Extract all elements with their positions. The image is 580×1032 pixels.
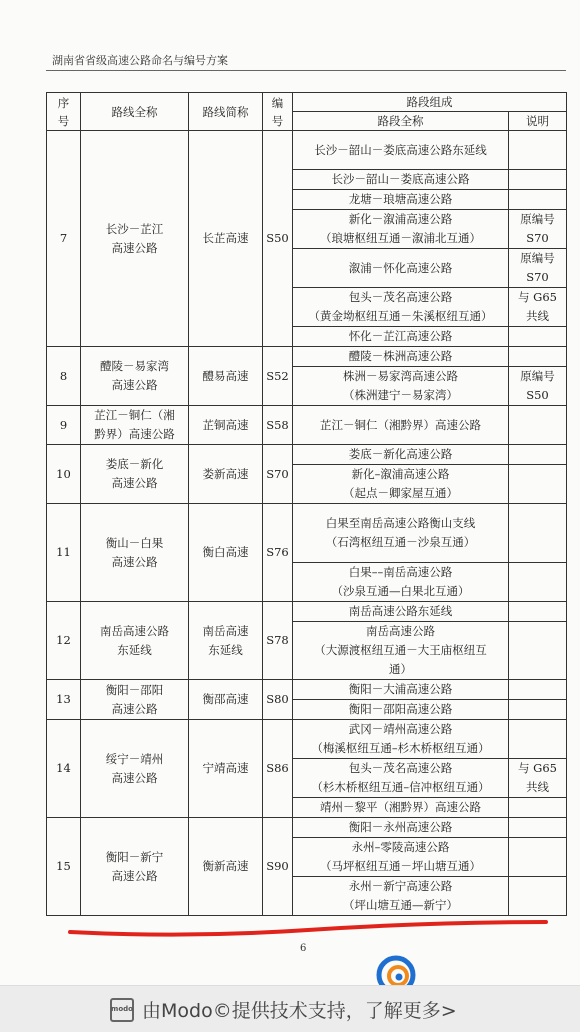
table-row: 7 长沙－芷江 高速公路 长芷高速 S50 长沙－韶山－娄底高速公路东延线 [47,131,567,170]
document-header: 湖南省省级高速公路命名与编号方案 [52,54,228,67]
header-seq: 序 号 [47,93,81,131]
red-annotation-stroke [68,918,548,938]
table-row: 13 衡阳－邵阳 高速公路 衡邵高速 S80 衡阳－大浦高速公路 [47,680,567,700]
header-number: 编 号 [263,93,293,131]
modo-badge-icon: modo [110,998,134,1022]
header-short-name: 路线简称 [189,93,263,131]
table-row: 14 绥宁－靖州 高速公路 宁靖高速 S86 武冈－靖州高速公路 （梅溪枢纽互通–杉木桥枢纽互通） [47,720,567,759]
table-row: 15 衡阳－新宁 高速公路 衡新高速 S90 衡阳－永州高速公路 [47,818,567,838]
table-row: 11 衡山－白果 高速公路 衡白高速 S76 白果至南岳高速公路衡山支线 （石湾枢纽互通－沙泉互通） [47,504,567,563]
modo-footer-bar[interactable] [0,985,580,1032]
table-row: 12 南岳高速公路 东延线 南岳高速 东延线 S78 南岳高速公路东延线 [47,602,567,622]
header-divider [46,70,566,71]
header-composition: 路段组成 [293,93,567,112]
header-segment-name: 路段全称 [293,112,509,131]
header-note: 说明 [509,112,567,131]
table-row: 10 娄底－新化 高速公路 娄新高速 S70 娄底－新化高速公路 [47,445,567,465]
table-row: 9 芷江－铜仁（湘 黔界）高速公路 芷铜高速 S58 芷江－铜仁（湘黔界）高速公路 [47,406,567,445]
page-number: 6 [300,943,307,954]
table-row: 8 醴陵－易家湾 高速公路 醴易高速 S52 醴陵－株洲高速公路 [47,347,567,367]
header-full-name: 路线全称 [81,93,189,131]
footer-link-text[interactable]: 由Modo©提供技术支持，了解更多> [142,1000,457,1022]
highway-table: 序 号 路线全称 路线简称 编 号 路段组成 路段全称 说明 7 长沙－芷江 高速公路 长芷高速 S50 长沙－韶山－娄底高速公路东延线 长沙－韶山－娄底高速公路 龙塘－琅塘高速公路 新化－溆浦高速公路 （琅塘枢纽互通－溆浦北互通） 原编号 S70 溆浦－怀化高速公路 原编号 S70 包头－茂名高速公路 （黄金坳枢纽互通－朱溪枢纽互通） 与 G65 共线 怀化－芷江高速公路 8 醴陵－易家湾 高速公路 醴易高速 S52 醴陵－株洲高速公路 株洲－易家湾高速公路 （株洲建宁－易家湾） 原编号 S50 9 芷江－铜仁（湘 黔界）高速公路 芷铜高速 S58 芷江－铜仁（湘黔界）高速公路 10 娄底－新化 高速公路 娄新高速 S70 娄底－新化高速公路 新化–溆浦高速公路 （起点－卿家屋互通） 11 衡山－白果 高速公路 衡白高速 S76 白果至南岳高速公路衡山支线 （石湾枢纽互通－沙泉互通） 白果––南岳高速公路 （沙泉互通—白果北互通） 12 南岳高速公路 东延线 南岳高速 东延线 S78 南岳高速公路东延线 南岳高速公路 （大源渡枢纽互通－大王庙枢纽互 通） 13 衡阳－邵阳 高速公路 衡邵高速 S80 衡阳－大浦高速公路 衡阳－邵阳高速公路 14 绥宁－靖州 高速公路 宁靖高速 S86 武冈－靖州高速公路 （梅溪枢纽互通–杉木桥枢纽互通） 包头－茂名高速公路 （杉木桥枢纽互通–信冲枢纽互通） 与 G65 共线 靖州－黎平（湘黔界）高速公路 15 衡阳－新宁 高速公路 衡新高速 S90 衡阳－永州高速公路 永州–零陵高速公路 （马坪枢纽互通－坪山塘互通） 永州－新宁高速公路 （坪山塘互通—新宁） [46,92,567,916]
